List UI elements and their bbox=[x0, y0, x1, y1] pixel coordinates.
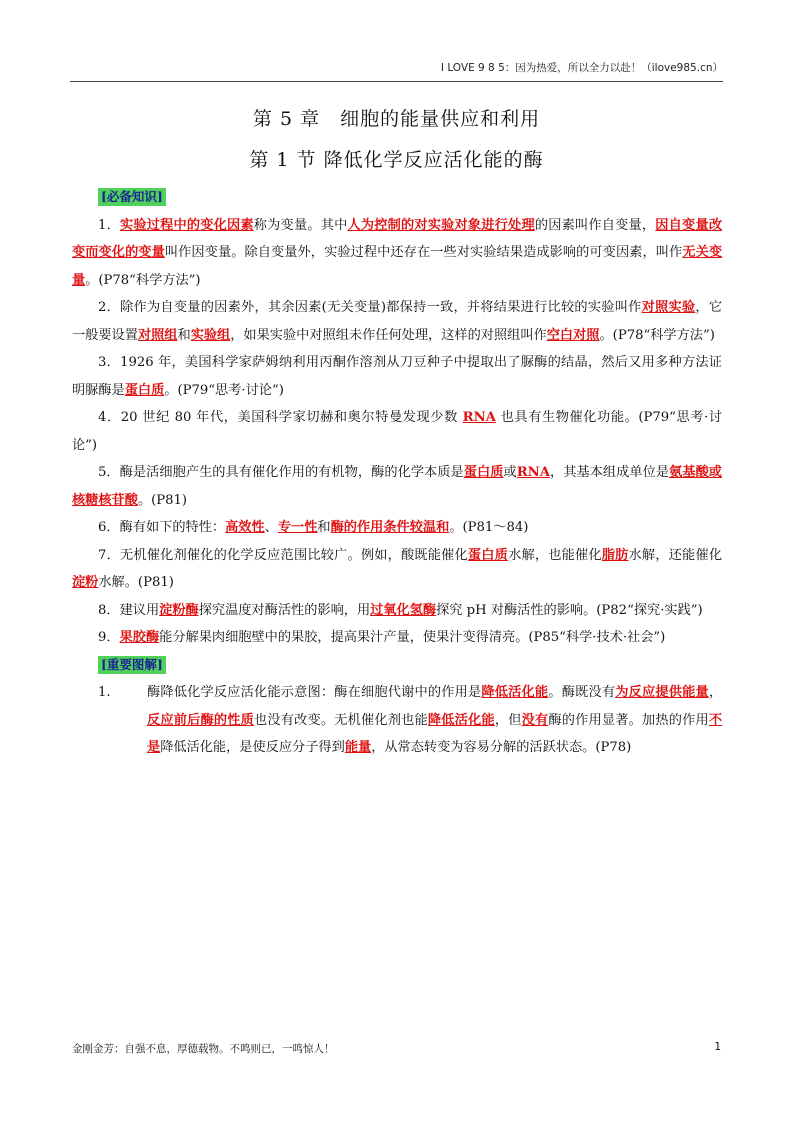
knowledge-paragraph bbox=[72, 597, 722, 625]
key-term: 能量 bbox=[344, 740, 372, 755]
footer-motto: 金刚金芳：自强不息，厚德载物。不鸣则已，一鸣惊人！ bbox=[72, 1043, 335, 1055]
knowledge-paragraph bbox=[72, 294, 722, 349]
page-footer bbox=[72, 1041, 721, 1056]
knowledge-paragraph bbox=[72, 624, 722, 652]
key-term: 为反应提供能量 bbox=[615, 685, 709, 700]
key-term: 脂肪 bbox=[601, 547, 629, 563]
figures-tag: [重要图解] bbox=[98, 656, 166, 674]
page-header: I LOVE 9 8 5：因为热爱，所以全力以赴！（ilove985.cn） bbox=[70, 60, 723, 82]
key-term: 无关变量 bbox=[72, 245, 723, 288]
text-run: 3．1926 年，美国科学家萨姆纳利用丙酮作溶剂从刀豆种子中提取出了脲酶的结晶，然后又用多种方法证明脲酶是 bbox=[72, 355, 722, 398]
key-term: 实验组 bbox=[190, 327, 231, 343]
text-run: 。酶既没有 bbox=[548, 685, 616, 700]
key-term: 降低活化能 bbox=[427, 712, 495, 728]
text-run: 6．酶有如下的特性： bbox=[98, 520, 226, 535]
key-term: 蛋白质 bbox=[124, 382, 165, 398]
text-run: 或 bbox=[503, 465, 517, 480]
key-term: 果胶酶 bbox=[119, 630, 160, 645]
text-run: 水解，也能催化 bbox=[508, 547, 602, 563]
text-run: 探究 pH 对酶活性的影响。(P82“探究·实践”) bbox=[436, 602, 703, 618]
knowledge-tag-row bbox=[72, 184, 722, 212]
text-run: ， bbox=[708, 685, 723, 700]
knowledge-paragraph bbox=[72, 514, 722, 542]
figure-item bbox=[72, 679, 722, 762]
text-run: 和 bbox=[317, 520, 331, 535]
text-run: 称为变量。其中 bbox=[253, 217, 348, 233]
knowledge-paragraph bbox=[72, 404, 722, 459]
key-term: RNA bbox=[516, 465, 550, 480]
key-term: 氨基酸或核糖核苷酸 bbox=[72, 465, 722, 508]
text-run: 也具有生物催化功能。(P79“思考·讨论”) bbox=[72, 410, 722, 453]
text-run: 和 bbox=[177, 327, 191, 343]
text-run: 也没有改变。无机催化剂也能 bbox=[254, 712, 428, 728]
text-run: 水解。(P81) bbox=[98, 575, 174, 590]
text-run: 、 bbox=[264, 520, 278, 535]
key-term: 淀粉 bbox=[72, 575, 99, 590]
knowledge-paragraphs bbox=[72, 212, 722, 652]
figures-tag-row bbox=[72, 652, 722, 680]
text-run: 的因素叫作自变量， bbox=[534, 217, 656, 233]
text-run: ，它一般要设置 bbox=[72, 300, 723, 343]
key-term: 蛋白质 bbox=[463, 465, 504, 480]
key-term: 酶的作用条件较温和 bbox=[330, 520, 450, 535]
text-run: 降低活化能，是使反应分子得到 bbox=[160, 740, 345, 755]
section-title: 第 1 节 降低化学反应活化能的酶 bbox=[249, 149, 544, 171]
knowledge-paragraph bbox=[72, 459, 722, 514]
key-term: 反应前后酶的性质 bbox=[147, 712, 255, 728]
key-term: 高效性 bbox=[225, 520, 265, 535]
text-run: 探究温度对酶活性的影响，用 bbox=[198, 602, 371, 618]
text-run: 8．建议用 bbox=[98, 602, 160, 618]
knowledge-paragraph bbox=[72, 542, 722, 597]
main-content bbox=[72, 184, 722, 762]
text-run: 。(P79“思考·讨论”) bbox=[164, 382, 284, 398]
key-term: 对照实验 bbox=[641, 300, 696, 315]
key-term: 人为控制的对实验对象进行处理 bbox=[347, 217, 535, 233]
text-run: 能分解果肉细胞壁中的果胶，提高果汁产量，使果汁变得清亮。(P85“科学·技术·社会”) bbox=[159, 630, 666, 645]
text-run: 2．除作为自变量的因素外，其余因素(无关变量)都保持一致，并将结果进行比较的实验叫作 bbox=[98, 300, 642, 315]
text-run: 叫作因变量。除自变量外，实验过程中还存在一些对实验结果造成影响的可变因素，叫作 bbox=[164, 245, 683, 260]
text-run: 7．无机催化剂催化的化学反应范围比较广。例如，酸既能催化 bbox=[98, 547, 468, 563]
text-run: 5．酶是活细胞产生的具有催化作用的有机物，酶的化学本质是 bbox=[98, 465, 464, 480]
text-run: 。(P81～84) bbox=[449, 520, 529, 535]
key-term: 对照组 bbox=[137, 327, 178, 343]
page-number: 1 bbox=[714, 1041, 721, 1053]
text-run: 。(P81) bbox=[137, 492, 188, 508]
key-term: 实验过程中的变化因素 bbox=[119, 217, 254, 233]
text-run: 水解，还能催化 bbox=[628, 547, 723, 563]
text-run: 1． bbox=[98, 217, 120, 233]
key-term: 降低活化能 bbox=[481, 685, 549, 700]
figure-item-text bbox=[147, 679, 722, 762]
text-run: 。(P78“科学方法”) bbox=[599, 327, 715, 343]
key-term: 没有 bbox=[521, 712, 549, 728]
text-run: 酶的作用显著。加热的作用 bbox=[548, 712, 709, 728]
text-run: ，如果实验中对照组未作任何处理，这样的对照组叫作 bbox=[230, 327, 547, 343]
text-run: ，其基本组成单位是 bbox=[549, 465, 670, 480]
knowledge-paragraph bbox=[72, 349, 722, 404]
text-run: 4．20 世纪 80 年代，美国科学家切赫和奥尔特曼发现少数 bbox=[98, 410, 463, 425]
key-term: 淀粉酶 bbox=[159, 602, 199, 618]
key-term: 因自变量改变而变化的变量 bbox=[72, 217, 723, 260]
key-term: 蛋白质 bbox=[467, 547, 509, 563]
key-term: 空白对照 bbox=[546, 327, 600, 343]
knowledge-tag: [必备知识] bbox=[98, 188, 166, 206]
key-term: RNA bbox=[462, 410, 496, 425]
text-run: ，从常态转变为容易分解的活跃状态。(P78) bbox=[371, 740, 632, 755]
knowledge-paragraph bbox=[72, 212, 722, 295]
text-run: ，但 bbox=[494, 712, 522, 728]
text-run: 。(P78“科学方法”) bbox=[85, 272, 201, 288]
text-run: 9． bbox=[98, 630, 120, 645]
key-term: 过氧化氢酶 bbox=[370, 602, 437, 618]
key-term: 不是 bbox=[147, 712, 723, 755]
figure-item-number: 1. bbox=[98, 685, 111, 700]
chapter-title: 第 5 章 细胞的能量供应和利用 bbox=[252, 108, 541, 130]
key-term: 专一性 bbox=[277, 520, 318, 535]
text-run: 酶降低化学反应活化能示意图：酶在细胞代谢中的作用是 bbox=[147, 685, 482, 700]
